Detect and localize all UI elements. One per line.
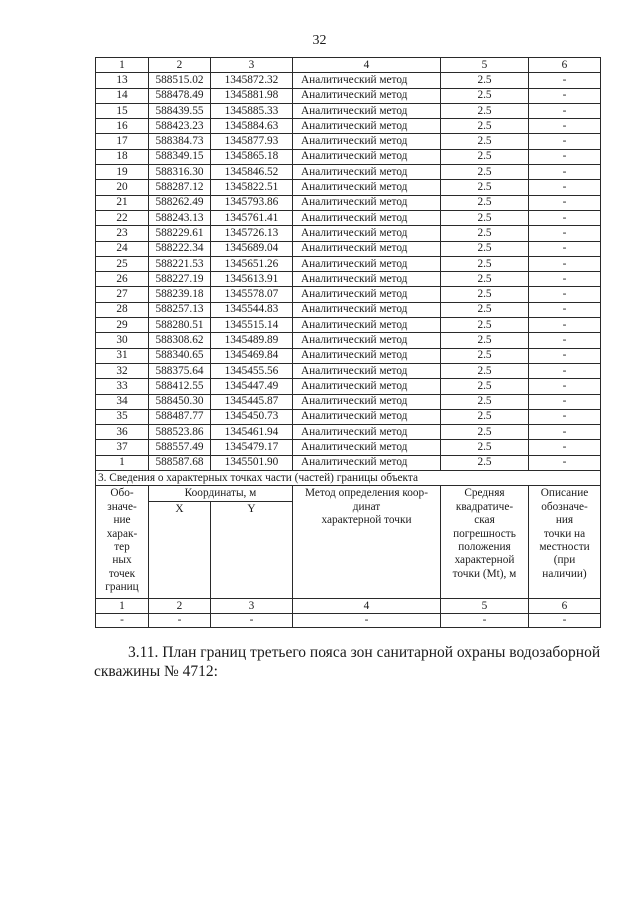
description-cell: - [529,333,601,348]
y-coordinate-cell: 1345445.87 [211,394,293,409]
y-coordinate-cell: 1345872.32 [211,73,293,88]
table-row [96,363,601,378]
method-cell: Аналитический метод [293,318,441,333]
y-coordinate-cell: 1345501.90 [211,455,293,470]
method-cell: Аналитический метод [293,348,441,363]
description-header: Описание обозначе- ния точки на местности (при наличии) [529,486,601,599]
y-coordinate-cell: 1345822.51 [211,180,293,195]
column-number: 2 [149,58,211,73]
mse-cell: 2.5 [441,379,529,394]
description-cell: - [529,165,601,180]
description-cell: - [529,73,601,88]
mse-cell: 2.5 [441,409,529,424]
table-row [96,333,601,348]
y-coordinate-cell: 1345793.86 [211,195,293,210]
point-number-cell: 19 [96,165,149,180]
method-cell: Аналитический метод [293,425,441,440]
column-number: 4 [293,58,441,73]
point-number-cell: 1 [96,455,149,470]
method-cell: Аналитический метод [293,409,441,424]
point-number-cell: 18 [96,149,149,164]
section-title-row [96,471,601,486]
y-coordinate-cell: 1345479.17 [211,440,293,455]
empty-value-cell: - [529,614,601,628]
x-header: X [149,502,211,599]
mse-cell: 2.5 [441,103,529,118]
x-coordinate-cell: 588287.12 [149,180,211,195]
mse-cell: 2.5 [441,134,529,149]
empty-value-cell: - [293,614,441,628]
point-number-cell: 27 [96,287,149,302]
table-row [96,348,601,363]
y-coordinate-cell: 1345689.04 [211,241,293,256]
table-row [96,440,601,455]
description-cell: - [529,302,601,317]
table-row [96,195,601,210]
mse-cell: 2.5 [441,425,529,440]
x-coordinate-cell: 588384.73 [149,134,211,149]
table-row [96,134,601,149]
mse-cell: 2.5 [441,333,529,348]
description-cell: - [529,256,601,271]
point-number-cell: 16 [96,119,149,134]
point-number-cell: 23 [96,226,149,241]
x-coordinate-cell: 588239.18 [149,287,211,302]
point-number-cell: 34 [96,394,149,409]
table-row [96,379,601,394]
table-row [96,73,601,88]
column-number: 5 [441,58,529,73]
mse-cell: 2.5 [441,363,529,378]
y-coordinate-cell: 1345651.26 [211,256,293,271]
description-cell: - [529,88,601,103]
point-number-cell: 26 [96,272,149,287]
point-number-cell: 14 [96,88,149,103]
section-header-row [96,486,601,502]
method-cell: Аналитический метод [293,134,441,149]
description-cell: - [529,272,601,287]
y-coordinate-cell: 1345461.94 [211,425,293,440]
x-coordinate-cell: 588587.68 [149,455,211,470]
section-column-number-row [96,599,601,614]
method-cell: Аналитический метод [293,333,441,348]
column-number: 5 [441,599,529,614]
mse-cell: 2.5 [441,149,529,164]
mse-cell: 2.5 [441,455,529,470]
mse-cell: 2.5 [441,256,529,271]
mse-cell: 2.5 [441,348,529,363]
table-row [96,287,601,302]
x-coordinate-cell: 588478.49 [149,88,211,103]
table-row [96,149,601,164]
x-coordinate-cell: 588340.65 [149,348,211,363]
description-cell: - [529,226,601,241]
method-cell: Аналитический метод [293,165,441,180]
table-row [96,302,601,317]
table-row [96,165,601,180]
point-number-cell: 36 [96,425,149,440]
point-number-cell: 35 [96,409,149,424]
method-cell: Аналитический метод [293,226,441,241]
mse-cell: 2.5 [441,394,529,409]
method-cell: Аналитический метод [293,363,441,378]
table-row [96,180,601,195]
method-cell: Аналитический метод [293,455,441,470]
mse-cell: 2.5 [441,73,529,88]
x-coordinate-cell: 588557.49 [149,440,211,455]
y-coordinate-cell: 1345726.13 [211,226,293,241]
x-coordinate-cell: 588227.19 [149,272,211,287]
column-number: 6 [529,599,601,614]
method-cell: Аналитический метод [293,210,441,225]
description-cell: - [529,440,601,455]
method-cell: Аналитический метод [293,302,441,317]
point-number-cell: 28 [96,302,149,317]
y-coordinate-cell: 1345450.73 [211,409,293,424]
method-cell: Аналитический метод [293,272,441,287]
table-row [96,455,601,470]
table-row [96,256,601,271]
method-cell: Аналитический метод [293,180,441,195]
method-cell: Аналитический метод [293,119,441,134]
mse-cell: 2.5 [441,165,529,180]
y-coordinate-cell: 1345489.89 [211,333,293,348]
mse-cell: 2.5 [441,119,529,134]
column-number: 1 [96,599,149,614]
y-coordinate-cell: 1345578.07 [211,287,293,302]
y-coordinate-cell: 1345455.56 [211,363,293,378]
table-row [96,394,601,409]
y-coordinate-cell: 1345884.63 [211,119,293,134]
x-coordinate-cell: 588349.15 [149,149,211,164]
x-coordinate-cell: 588222.34 [149,241,211,256]
mse-cell: 2.5 [441,195,529,210]
empty-value-cell: - [96,614,149,628]
mse-cell: 2.5 [441,226,529,241]
coordinates-table [95,57,601,628]
description-cell: - [529,425,601,440]
description-cell: - [529,409,601,424]
y-coordinate-cell: 1345846.52 [211,165,293,180]
mse-cell: 2.5 [441,302,529,317]
empty-value-cell: - [211,614,293,628]
point-number-cell: 25 [96,256,149,271]
description-cell: - [529,119,601,134]
point-number-cell: 33 [96,379,149,394]
method-header: Метод определения коор- динат характерной точки [293,486,441,599]
table-row [96,210,601,225]
column-number: 3 [211,58,293,73]
point-number-cell: 15 [96,103,149,118]
y-coordinate-cell: 1345761.41 [211,210,293,225]
description-cell: - [529,241,601,256]
mse-cell: 2.5 [441,440,529,455]
mse-cell: 2.5 [441,287,529,302]
point-number-cell: 20 [96,180,149,195]
column-number: 4 [293,599,441,614]
method-cell: Аналитический метод [293,379,441,394]
description-cell: - [529,394,601,409]
mse-cell: 2.5 [441,180,529,195]
mse-cell: 2.5 [441,210,529,225]
description-cell: - [529,348,601,363]
table-row [96,425,601,440]
point-number-cell: 17 [96,134,149,149]
x-coordinate-cell: 588375.64 [149,363,211,378]
point-number-cell: 13 [96,73,149,88]
description-cell: - [529,103,601,118]
x-coordinate-cell: 588262.49 [149,195,211,210]
y-header: Y [211,502,293,599]
point-number-cell: 31 [96,348,149,363]
x-coordinate-cell: 588316.30 [149,165,211,180]
table-row [96,272,601,287]
description-cell: - [529,455,601,470]
description-cell: - [529,363,601,378]
point-number-cell: 37 [96,440,149,455]
method-cell: Аналитический метод [293,103,441,118]
coordinates-header: Координаты, м [149,486,293,502]
description-cell: - [529,180,601,195]
section-heading: 3.11. План границ третьего пояса зон санитарной охраны водозаборной скважины № 4712: [94,644,601,680]
point-number-cell: 21 [96,195,149,210]
empty-value-cell: - [149,614,211,628]
column-number: 1 [96,58,149,73]
description-cell: - [529,287,601,302]
page-number: 32 [312,33,327,48]
point-number-cell: 22 [96,210,149,225]
method-cell: Аналитический метод [293,149,441,164]
method-cell: Аналитический метод [293,241,441,256]
column-number: 3 [211,599,293,614]
mse-cell: 2.5 [441,272,529,287]
x-coordinate-cell: 588257.13 [149,302,211,317]
section-title: 3. Сведения о характерных точках части (частей) границы объекта [96,471,601,486]
x-coordinate-cell: 588523.86 [149,425,211,440]
method-cell: Аналитический метод [293,287,441,302]
description-cell: - [529,195,601,210]
y-coordinate-cell: 1345515.14 [211,318,293,333]
point-number-cell: 32 [96,363,149,378]
description-cell: - [529,318,601,333]
table-row [96,103,601,118]
method-cell: Аналитический метод [293,73,441,88]
y-coordinate-cell: 1345865.18 [211,149,293,164]
table-row [96,241,601,256]
y-coordinate-cell: 1345469.84 [211,348,293,363]
x-coordinate-cell: 588221.53 [149,256,211,271]
column-number: 6 [529,58,601,73]
mse-cell: 2.5 [441,241,529,256]
designation-header: Обо- значе- ние харак- тер ных точек границ [96,486,149,599]
x-coordinate-cell: 588515.02 [149,73,211,88]
column-number: 2 [149,599,211,614]
y-coordinate-cell: 1345447.49 [211,379,293,394]
method-cell: Аналитический метод [293,195,441,210]
y-coordinate-cell: 1345877.93 [211,134,293,149]
point-number-cell: 24 [96,241,149,256]
x-coordinate-cell: 588439.55 [149,103,211,118]
column-number-row [96,58,601,73]
table-row [96,119,601,134]
x-coordinate-cell: 588308.62 [149,333,211,348]
description-cell: - [529,149,601,164]
table-row [96,318,601,333]
method-cell: Аналитический метод [293,256,441,271]
description-cell: - [529,379,601,394]
table-row [96,409,601,424]
mse-cell: 2.5 [441,318,529,333]
description-cell: - [529,134,601,149]
x-coordinate-cell: 588423.23 [149,119,211,134]
x-coordinate-cell: 588229.61 [149,226,211,241]
method-cell: Аналитический метод [293,440,441,455]
x-coordinate-cell: 588280.51 [149,318,211,333]
x-coordinate-cell: 588487.77 [149,409,211,424]
table-row [96,88,601,103]
mse-header: Средняя квадратиче- ская погрешность положения характерной точки (Mt), м [441,486,529,599]
x-coordinate-cell: 588450.30 [149,394,211,409]
point-number-cell: 30 [96,333,149,348]
y-coordinate-cell: 1345613.91 [211,272,293,287]
method-cell: Аналитический метод [293,88,441,103]
y-coordinate-cell: 1345885.33 [211,103,293,118]
section-data-row [96,614,601,628]
y-coordinate-cell: 1345881.98 [211,88,293,103]
description-cell: - [529,210,601,225]
y-coordinate-cell: 1345544.83 [211,302,293,317]
x-coordinate-cell: 588412.55 [149,379,211,394]
method-cell: Аналитический метод [293,394,441,409]
point-number-cell: 29 [96,318,149,333]
empty-value-cell: - [441,614,529,628]
table-row [96,226,601,241]
mse-cell: 2.5 [441,88,529,103]
x-coordinate-cell: 588243.13 [149,210,211,225]
